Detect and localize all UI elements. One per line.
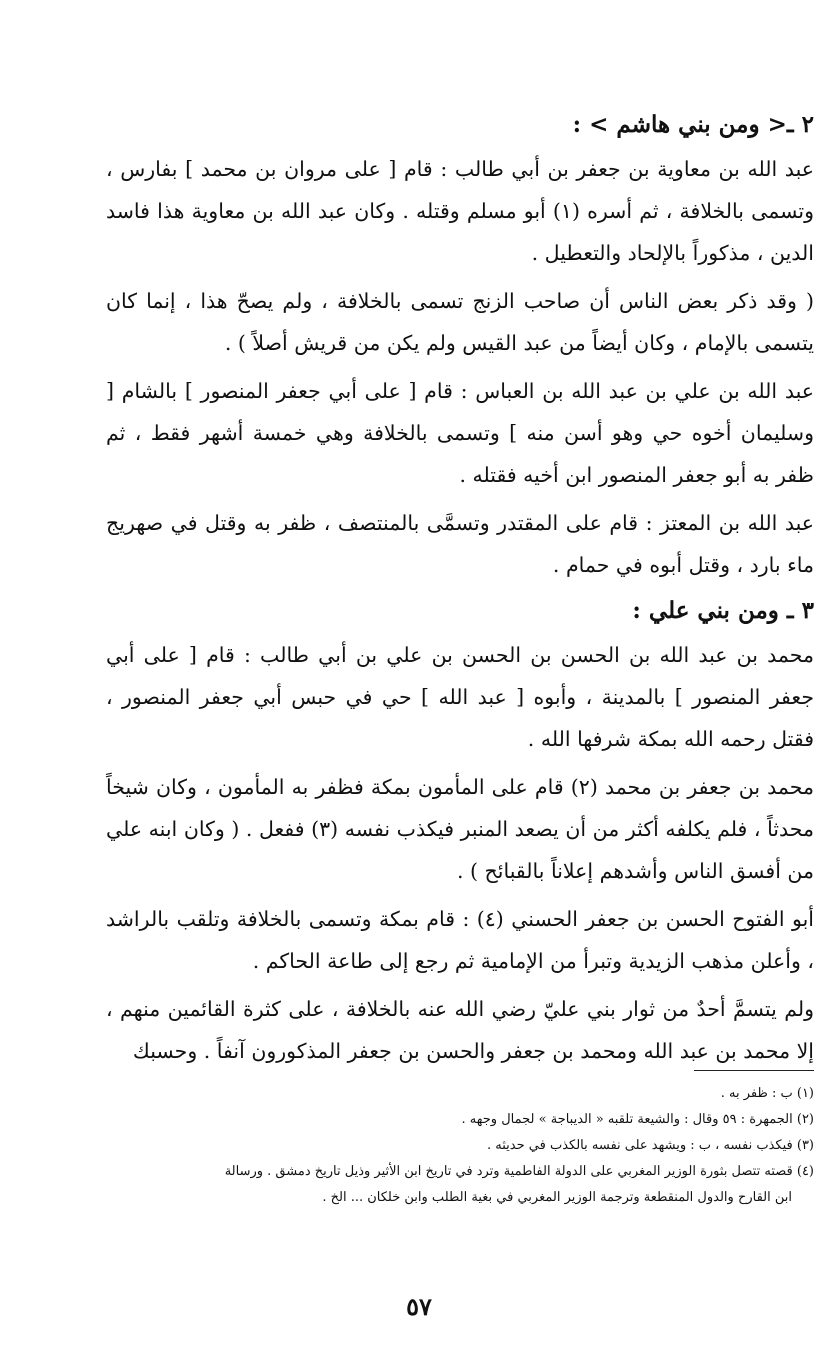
footnote-continuation: ابن القارح والدول المنقطعة وترجمة الوزير المغربي في بغية الطلب وابن خلكان ... الخ . [322,1190,792,1205]
paragraph: محمد بن عبد الله بن الحسن بن الحسن بن علي بن أبي طالب : قام [ على أبي جعفر المنصور ] بالمدينة ، وأبوه [ عبد الله ] حي في حبس أبي جعفر المنصور ، فقتل رحمه الله بمكة شرفها الله . [106,643,814,751]
footnote-divider [694,1070,814,1071]
section-heading-bani-ali: ٣ ـ ومن بني علي : [632,597,814,624]
footnote: (٣) فيكذب نفسه ، ب : ويشهد على نفسه بالكذب في حديثه . [487,1138,814,1153]
paragraph: محمد بن جعفر بن محمد (٢) قام على المأمون بمكة فظفر به المأمون ، وكان شيخاً محدثاً ، فلم يكلفه أكثر من أن يصعد المنبر فيكذب نفسه (٣) ففعل . ( وكان ابنه علي من أفسق الناس وأشدهم إعلاناً بالقبائح ) . [106,775,814,883]
footnote: (١) ب : ظفر به . [720,1086,814,1101]
paragraph: عبد الله بن معاوية بن جعفر بن أبي طالب : قام [ على مروان بن محمد ] بفارس ، وتسمى بالخلافة ، ثم أسره (١) أبو مسلم وقتله . وكان عبد الله بن معاوية هذا فاسد الدين ، مذكوراً بالإلحاد والتعطيل . [106,157,814,265]
footnote: (٢) الجمهرة : ٥٩ وقال : والشيعة تلقبه « الديباجة » لجمال وجهه . [461,1112,814,1127]
paragraph: ولم يتسمَّ أحدٌ من ثوار بني عليّ رضي الله عنه بالخلافة ، على كثرة القائمين منهم ، إلا محمد بن عبد الله ومحمد بن جعفر والحسن بن جعفر المذكورون آنفاً . وحسبك [106,997,814,1063]
main-text [106,100,814,1078]
page-number: ٥٧ [406,1292,432,1321]
paragraph: أبو الفتوح الحسن بن جعفر الحسني (٤) : قام بمكة وتسمى بالخلافة وتلقب بالراشد ، وأعلن مذهب الزيدية وتبرأ من الإمامية ثم رجع إلى طاعة الحاكم . [106,907,814,973]
section-heading-bani-hashim: ٢ ـ< ومن بني هاشم > : [572,111,814,138]
paragraph: عبد الله بن علي بن عبد الله بن العباس : قام [ على أبي جعفر المنصور ] بالشام [ وسليمان أخوه حي وهو أسن منه ] وتسمى بالخلافة وهي خمسة أشهر فقط ، ثم ظفر به أبو جعفر المنصور ابن أخيه فقتله . [106,379,814,487]
paragraph: عبد الله بن المعتز : قام على المقتدر وتسمَّى بالمنتصف ، ظفر به وقتل في صهريج ماء بارد ، وقتل أبوه في حمام . [106,511,814,577]
footnote: (٤) قصته تتصل بثورة الوزير المغربي على الدولة الفاطمية وترد في تاريخ ابن الأثير وذيل تاريخ دمشق . ورسالة [224,1164,814,1179]
paragraph: ( وقد ذكر بعض الناس أن صاحب الزنج تسمى بالخلافة ، ولم يصحّ هذا ، إنما كان يتسمى بالإمام ، وكان أيضاً من عبد القيس ولم يكن من قريش أصلاً ) . [106,289,814,355]
footnotes [106,1070,814,1211]
